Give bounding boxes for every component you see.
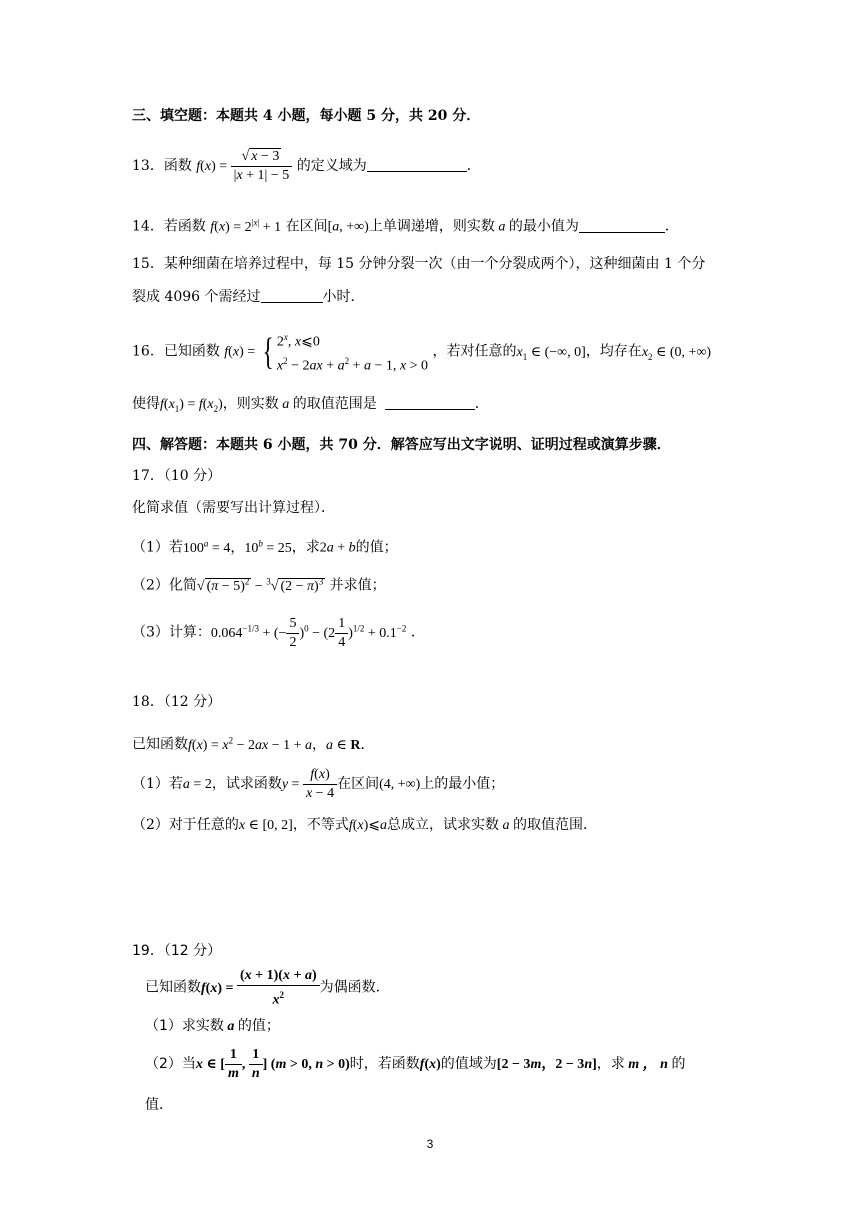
question-15-line-1: 15．某种细菌在培养过程中，每 15 分钟分裂一次（由一个分裂成两个），这种细菌由 1 个分 [132,256,706,272]
question-18-part-1: （1）若a = 2，试求函数y = $\frac{f(x)}{x - 4}$ 在区间(4, +∞)上的最小值； [132,767,505,802]
answer-blank[interactable] [261,288,323,303]
question-17-part-2: （2）化简√ $(\pi - 5)^2 - ^3√$ $(2 - \pi)^3$ 并求值； [132,576,386,594]
answer-blank[interactable] [367,157,467,172]
question-17-intro: 化简求值（需要写出计算过程）． [132,500,335,516]
question-19-part-2: （2）当x ∈ [ $\frac{1}{m}$ , $\frac{1}{n}$ ] (m > 0, n > 0)时，若函数f(x)的值域为[2 − 3m，2 − 3n]，求 m ， n 的 [145,1047,686,1082]
page-number: 3 [426,1137,434,1151]
answer-blank[interactable] [385,395,475,410]
question-16-line-2: 使得$f(x_1) = f(x_2)$，则实数 a 的取值范围是 ． [132,396,489,414]
question-15-line-2: 裂成 4096 个需经过 小时． [132,289,365,305]
question-19-intro: 已知函数f(x) = $\frac{(x + 1)(x + a)}{x^2}$ 为偶函数． [145,968,390,1008]
question-13: 13．函数 f(x) = $\frac{√ x - 3}{|x + 1| - 5}$ 的定义域为 ． [132,148,481,183]
section-3-heading: 三、填空题：本题共 4 小题，每小题 5 分，共 20 分． [132,108,481,124]
question-17-part-3: （3）计算：$0.064^{-1/3}$ + (− $\frac{5}{2}$ )$^0$ − (2 $\frac{1}{4}$ )$^{1/2} + 0.1^{-2}$ ． [132,615,425,650]
question-19-part-2-line-2: 值． [145,1097,173,1113]
question-14: 14．若函数 $f(x) = 2^{|x|} + 1$ 在区间[a, +∞)上单调递增，则实数 a 的最小值为 ． [132,217,679,235]
answer-blank[interactable] [579,218,665,233]
question-16-line-1: 16．已知函数 f(x) = { 2$^x$, x⩽0 $x^2 - 2ax + a^2 + a - 1$, x > 0 ，若对任意的$x_1$ ∈ (−∞, 0]，均存在$x_2$ ∈ (0, +∞) [132,330,712,374]
question-19-header: 19．（12 分） [132,943,222,959]
section-4-heading: 四、解答题：本题共 6 小题，共 70 分．解答应写出文字说明、证明过程或演算步骤． [132,437,671,453]
question-18-header: 18．（12 分） [132,694,222,710]
question-18-intro: 已知函数$f(x) = x^2 - 2ax - 1 + a$，a ∈ R． [132,735,375,753]
fraction: $\frac{√ x - 3}{|x + 1| - 5}$ [231,148,293,185]
question-18-part-2: （2）对于任意的x ∈ [0, 2]，不等式f(x)⩽a总成立，试求实数 a 的取值范围． [132,817,598,833]
question-17-header: 17．（10 分） [132,468,222,484]
question-19-part-1: （1）求实数 a 的值； [145,1018,280,1034]
question-17-part-1: （1）若$100^a = 4$，$10^b = 25$，求2a + b的值； [132,538,398,556]
